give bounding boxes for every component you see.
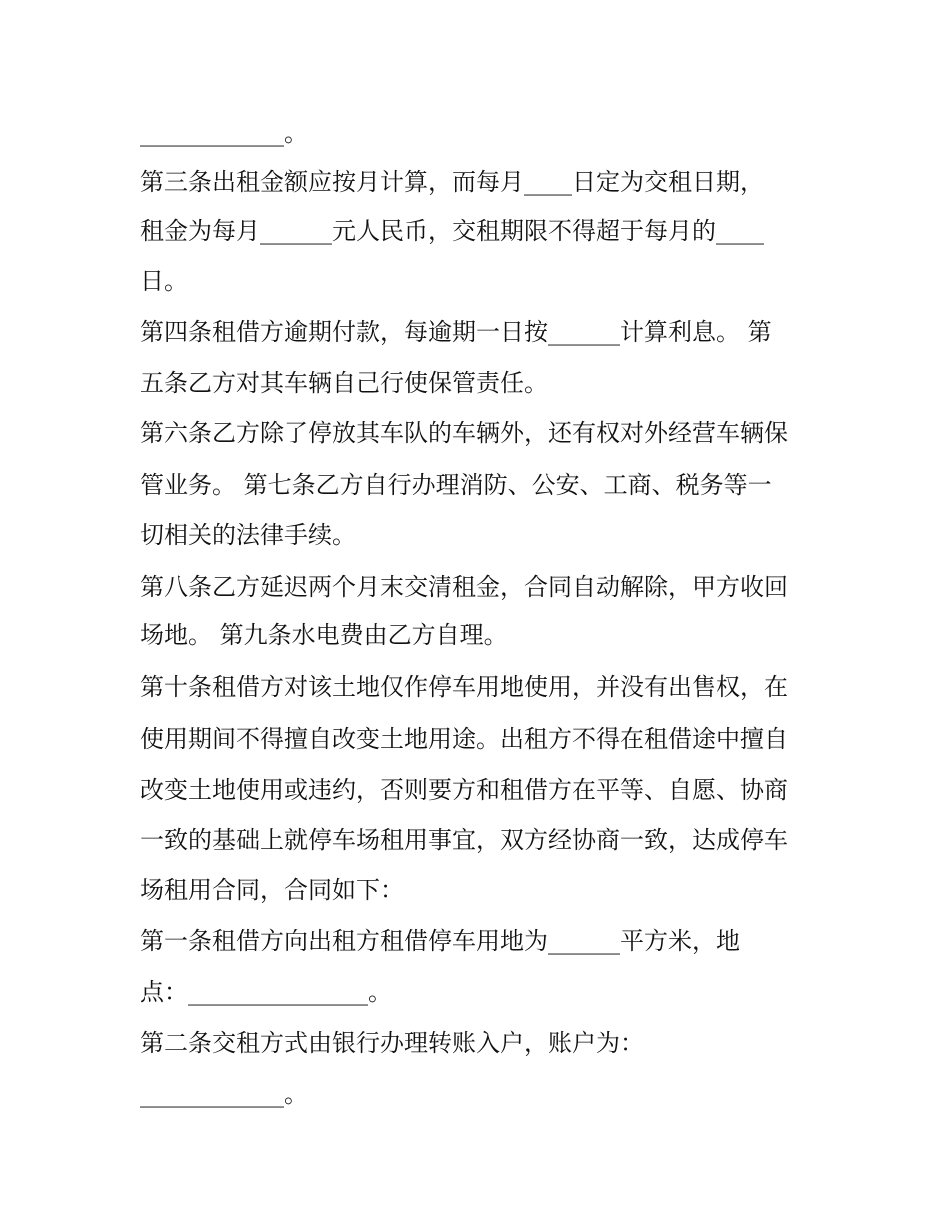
text-line: ____________。 (140, 1080, 308, 1108)
text-line: 改变土地使用或违约，否则要方和租借方在平等、自愿、协商 (140, 776, 788, 804)
text-line: 场租用合同，合同如下： (140, 876, 404, 904)
text-line: 第八条乙方延迟两个月末交清租金，合同自动解除，甲方收回 (140, 573, 788, 601)
text-line: 五条乙方对其车辆自己行使保管责任。 (140, 369, 548, 397)
text-line: 点：_______________。 (140, 978, 392, 1006)
text-line: 第六条乙方除了停放其车队的车辆外，还有权对外经营车辆保 (140, 419, 788, 447)
text-line: 日。 (140, 267, 188, 295)
text-line: ____________。 (140, 119, 308, 147)
text-line: 使用期间不得擅自改变土地用途。出租方不得在租借途中擅自 (140, 725, 788, 753)
text-line: 第二条交租方式由银行办理转账入户，账户为： (140, 1029, 644, 1057)
text-line: 第十条租借方对该土地仅作停车用地使用，并没有出售权，在 (140, 673, 788, 701)
text-line: 管业务。 第七条乙方自行办理消防、公安、工商、税务等一 (140, 471, 772, 499)
text-line: 一致的基础上就停车场租用事宜，双方经协商一致，达成停车 (140, 826, 788, 854)
text-line: 第三条出租金额应按月计算，而每月____日定为交租日期， (140, 168, 764, 196)
text-line: 第四条租借方逾期付款，每逾期一日按______计算利息。 第 (140, 318, 772, 346)
text-line: 租金为每月______元人民币，交租期限不得超于每月的____ (140, 217, 764, 245)
text-line: 第一条租借方向出租方租借停车用地为______平方米，地 (140, 927, 740, 955)
text-line: 切相关的法律手续。 (140, 521, 356, 549)
text-line: 场地。 第九条水电费由乙方自理。 (140, 621, 508, 649)
